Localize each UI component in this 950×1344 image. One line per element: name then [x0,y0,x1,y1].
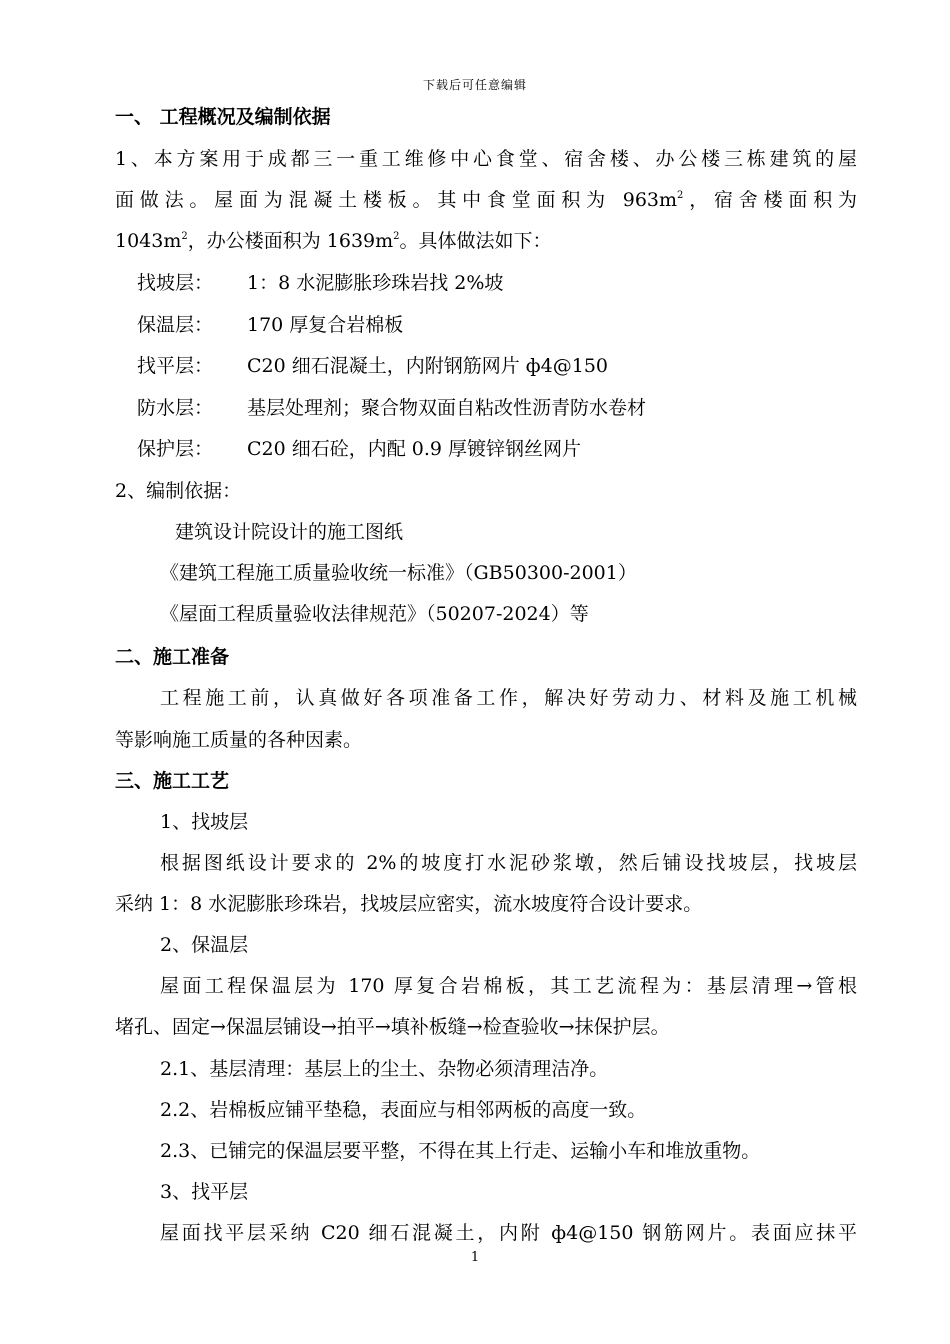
paragraph-line: 堵孔、固定→保温层铺设→拍平→填补板缝→检查验收→抹保护层。 [115,1016,670,1038]
list-item: 2.1、基层清理：基层上的尘土、杂物必须清理洁净。 [160,1058,609,1080]
list-item: 2.3、已铺完的保温层要平整，不得在其上行走、运输小车和堆放重物。 [160,1140,761,1162]
spec-value: C20 细石混凝土，内附钢筋网片 ф4@150 [247,355,609,377]
basis-item: 《建筑工程施工质量验收统一标准》（GB50300-2001） [160,562,637,584]
header-note: 下载后可任意编辑 [422,78,527,92]
spec-label: 防水层： [137,397,214,419]
paragraph-line: 1、本方案用于成都三一重工维修中心食堂、宿舍楼、办公楼三栋建筑的屋 [115,148,857,170]
spec-label: 找平层： [137,355,214,377]
subsection-title: 3、找平层 [160,1181,249,1203]
paragraph-line: 采纳 1：8 水泥膨胀珍珠岩，找坡层应密实，流水坡度符合设计要求。 [115,893,703,915]
section-2-title: 二、施工准备 [115,646,230,668]
paragraph-line: 屋面工程保温层为 170 厚复合岩棉板，其工艺流程为：基层清理→管根 [160,975,857,997]
list-item: 2.2、岩棉板应铺平垫稳，表面应与相邻两板的高度一致。 [160,1099,647,1121]
basis-item: 《屋面工程质量验收法律规范》（50207-2024）等 [160,603,589,625]
spec-row [137,436,581,462]
spec-row [137,270,503,296]
spec-value: 基层处理剂；聚合物双面自粘改性沥青防水卷材 [247,397,647,419]
spec-row [137,395,646,421]
section-3-title: 三、施工工艺 [115,770,230,792]
paragraph-line: 面做法。屋面为混凝土楼板。其中食堂面积为 $963m^2$，宿舍楼面积为 [115,189,857,211]
basis-title: 2、编制依据： [115,480,242,502]
subsection-title: 1、找坡层 [160,811,249,833]
paragraph-line: $1043m^2$，办公楼面积为 $1639m^2$。具体做法如下： [115,230,552,252]
paragraph-line: 工程施工前，认真做好各项准备工作，解决好劳动力、材料及施工机械 [160,687,857,709]
paragraph-line: 屋面找平层采纳 C20 细石混凝土，内附 ф4@150 钢筋网片。表面应抹平 [160,1222,857,1244]
spec-row [137,312,403,338]
spec-value: C20 细石砼，内配 0.9 厚镀锌钢丝网片 [247,438,582,460]
spec-label: 保温层： [137,314,214,336]
spec-value: 1：8 水泥膨胀珍珠岩找 2%坡 [247,272,504,294]
basis-item: 建筑设计院设计的施工图纸 [175,521,404,543]
page-number: 1 [470,1250,480,1265]
spec-row [137,353,608,379]
subsection-title: 2、保温层 [160,934,249,956]
spec-label: 保护层： [137,438,214,460]
section-1-title: 一、 工程概况及编制依据 [115,106,331,128]
spec-label: 找坡层： [137,272,214,294]
spec-value: 170 厚复合岩棉板 [247,314,404,336]
paragraph-line: 根据图纸设计要求的 2%的坡度打水泥砂浆墩，然后铺设找坡层，找坡层 [160,852,857,874]
paragraph-line: 等影响施工质量的各种因素。 [115,729,363,751]
